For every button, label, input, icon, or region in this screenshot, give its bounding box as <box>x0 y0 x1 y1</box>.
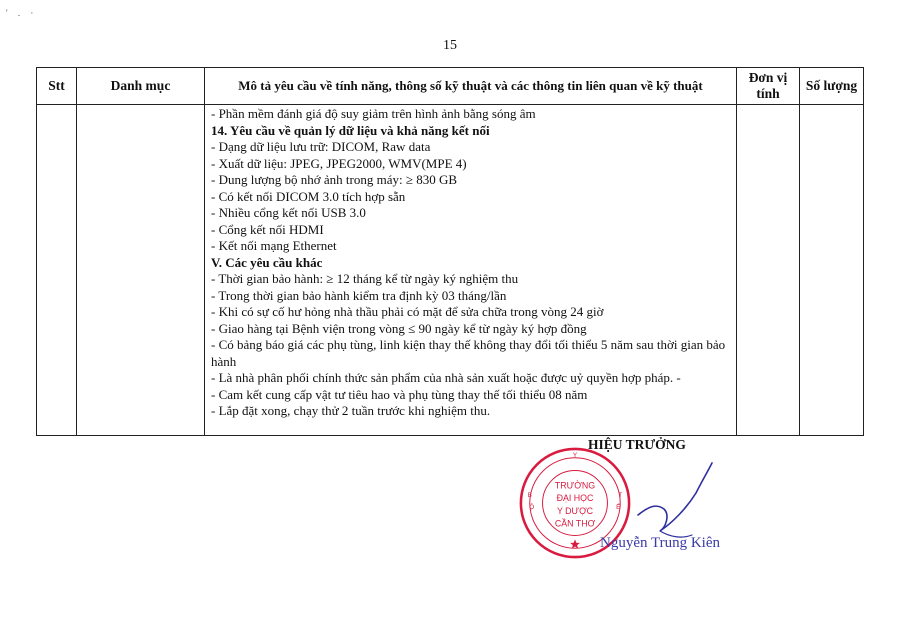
signature-block <box>510 432 770 572</box>
seal-ring-letter: Y <box>572 451 578 459</box>
spec-line: - Trong thời gian bảo hành kiểm tra định kỳ 03 tháng/lần <box>211 287 507 303</box>
spec-table <box>36 67 864 436</box>
spec-line: - Xuất dữ liệu: JPEG, JPEG2000, WMV(MPE 4) <box>211 155 467 171</box>
seal-text: Y DƯỢC <box>556 505 594 516</box>
spec-line: - Kết nối mạng Ethernet <box>211 238 337 253</box>
section-heading: V. Các yêu cầu khác <box>211 254 323 270</box>
spec-line: - Cổng kết nối HDMI <box>211 221 324 237</box>
spec-line: - Có kết nối DICOM 3.0 tích hợp sẵn <box>211 188 406 204</box>
seal-text: TRƯỜNG <box>554 480 596 491</box>
seal-ring-letter: T <box>618 492 623 500</box>
page-number: 15 <box>443 38 457 53</box>
section-heading: 14. Yêu cầu về quản lý dữ liệu và khả năng kết nối <box>211 122 490 138</box>
spec-line: - Có bảng báo giá các phụ tùng, linh kiện thay thế không thay đổi tối thiểu 5 năm sau thời gian bảo hành <box>211 337 726 369</box>
spec-line: - Là nhà phân phối chính thức sản phẩm của nhà sản xuất hoặc được uỷ quyền hợp pháp. - <box>211 370 681 385</box>
signature-title: HIỆU TRƯỞNG <box>588 437 686 452</box>
spec-line: - Dung lượng bộ nhớ ảnh trong máy: ≥ 830 GB <box>211 172 458 187</box>
header-category: Danh mục <box>77 68 205 105</box>
cell-quantity <box>800 105 864 436</box>
signer-name: Nguyễn Trung Kiên <box>600 535 721 551</box>
spec-line: - Phần mềm đánh giá độ suy giảm trên hình ảnh bằng sóng âm <box>211 106 536 121</box>
seal-ring-letter: B <box>527 492 532 500</box>
seal-ring-letter: Ộ <box>529 503 535 511</box>
cell-stt <box>37 105 77 436</box>
cell-description <box>205 105 737 436</box>
spec-line: - Khi có sự cố hư hỏng nhà thầu phải có mặt để sửa chữa trong vòng 24 giờ <box>211 304 604 319</box>
scan-marks: ' . · <box>6 8 38 18</box>
spec-line: - Lắp đặt xong, chạy thử 2 tuần trước khi nghiệm thu. <box>211 403 491 418</box>
table-header-row <box>37 68 864 105</box>
table-row <box>37 105 864 436</box>
cell-category <box>77 105 205 436</box>
spec-line: - Thời gian bảo hành: ≥ 12 tháng kể từ ngày ký nghiệm thu <box>211 271 519 286</box>
seal-star-icon <box>570 539 580 548</box>
spec-line: - Giao hàng tại Bệnh viện trong vòng ≤ 90 ngày kể từ ngày ký hợp đồng <box>211 320 587 336</box>
header-stt: Stt <box>37 68 77 105</box>
spec-line: - Dạng dữ liệu lưu trữ: DICOM, Raw data <box>211 139 431 154</box>
header-description: Mô tả yêu cầu về tính năng, thông số kỹ thuật và các thông tin liên quan về kỹ thuật <box>205 68 737 105</box>
header-unit: Đơn vị tính <box>737 68 800 105</box>
spec-line: - Nhiều cổng kết nối USB 3.0 <box>211 205 366 220</box>
seal-text: CẦN THƠ <box>554 518 596 529</box>
seal-ring-letter: Ế <box>616 503 621 511</box>
cell-unit <box>737 105 800 436</box>
header-quantity: Số lượng <box>800 68 864 105</box>
spec-line: - Cam kết cung cấp vật tư tiêu hao và phụ tùng thay thế tối thiểu 08 năm <box>211 386 588 402</box>
seal-text: ĐẠI HỌC <box>556 493 594 504</box>
